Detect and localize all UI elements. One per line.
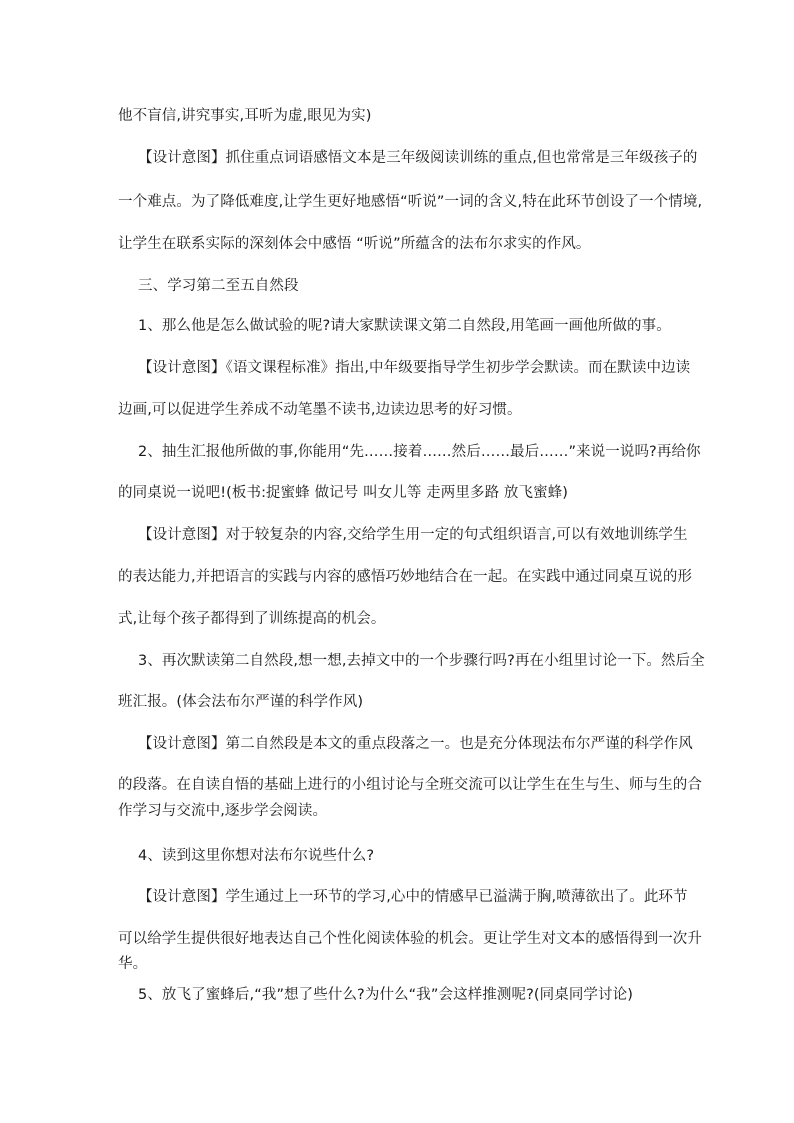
text-line: 的同桌说一说吧!(板书:捉蜜蜂 做记号 叫女儿等 走两里多路 放飞蜜蜂) — [118, 485, 569, 501]
text-line: 作学习与交流中,逐步学会阅读。 — [118, 803, 328, 819]
text-line: 式,让每个孩子都得到了训练提高的机会。 — [118, 611, 386, 627]
text-line: 【设计意图】学生通过上一环节的学习,心中的情感早已溢满于胸,喷薄欲出了。此环节 — [138, 889, 688, 905]
text-line: 1、那么他是怎么做试验的呢?请大家默读课文第二自然段,用笔画一画他所做的事。 — [138, 318, 671, 334]
text-line: 的表达能力,并把语言的实践与内容的感悟巧妙地结合在一起。在实践中通过同桌互说的形 — [118, 569, 693, 585]
text-line: 班汇报。(体会法布尔严谨的科学作风) — [118, 694, 364, 710]
text-line: 3、再次默读第二自然段,想一想,去掉文中的一个步骤行吗?再在小组里讨论一下。然后全 — [138, 653, 705, 669]
text-line: 【设计意图】对于较复杂的内容,交给学生用一定的句式组织语言,可以有效地训练学生 — [138, 527, 688, 543]
text-line: 4、读到这里你想对法布尔说些什么? — [138, 848, 375, 864]
section-heading: 三、学习第二至五自然段 — [138, 278, 299, 294]
text-line: 2、抽生汇报他所做的事,你能用“先……接着……然后……最后……”来说一说吗?再给你 — [138, 444, 701, 460]
text-line: 华。 — [118, 956, 148, 972]
text-line: 【设计意图】第二自然段是本文的重点段落之一。也是充分体现法布尔严谨的科学作风 — [138, 736, 693, 752]
text-line: 边画,可以促进学生养成不动笔墨不读书,边读边思考的好习惯。 — [118, 402, 522, 418]
text-line: 的段落。在自读自悟的基础上进行的小组讨论与全班交流可以让学生在生与生、师与生的合 — [118, 777, 702, 793]
text-line: 他不盲信,讲究事实,耳听为虚,眼见为实) — [118, 108, 372, 124]
text-line: 一个难点。为了降低难度,让学生更好地感悟“听说”一词的含义,特在此环节创设了一个情境, — [118, 194, 703, 210]
text-line: 让学生在联系实际的深刻体会中感悟 “听说”所蕴含的法布尔求实的作风。 — [118, 236, 591, 252]
text-line: 5、放飞了蜜蜂后,“我”想了些什么?为什么“我”会这样推测呢?(同桌同学讨论) — [138, 987, 633, 1003]
text-line: 【设计意图】抓住重点词语感悟文本是三年级阅读训练的重点,但也常常是三年级孩子的 — [138, 150, 698, 166]
text-line: 【设计意图】《语文课程标准》指出,中年级要指导学生初步学会默读。而在默读中边读 — [138, 360, 691, 376]
text-line: 可以给学生提供很好地表达自己个性化阅读体验的机会。更让学生对文本的感悟得到一次升 — [118, 931, 702, 947]
